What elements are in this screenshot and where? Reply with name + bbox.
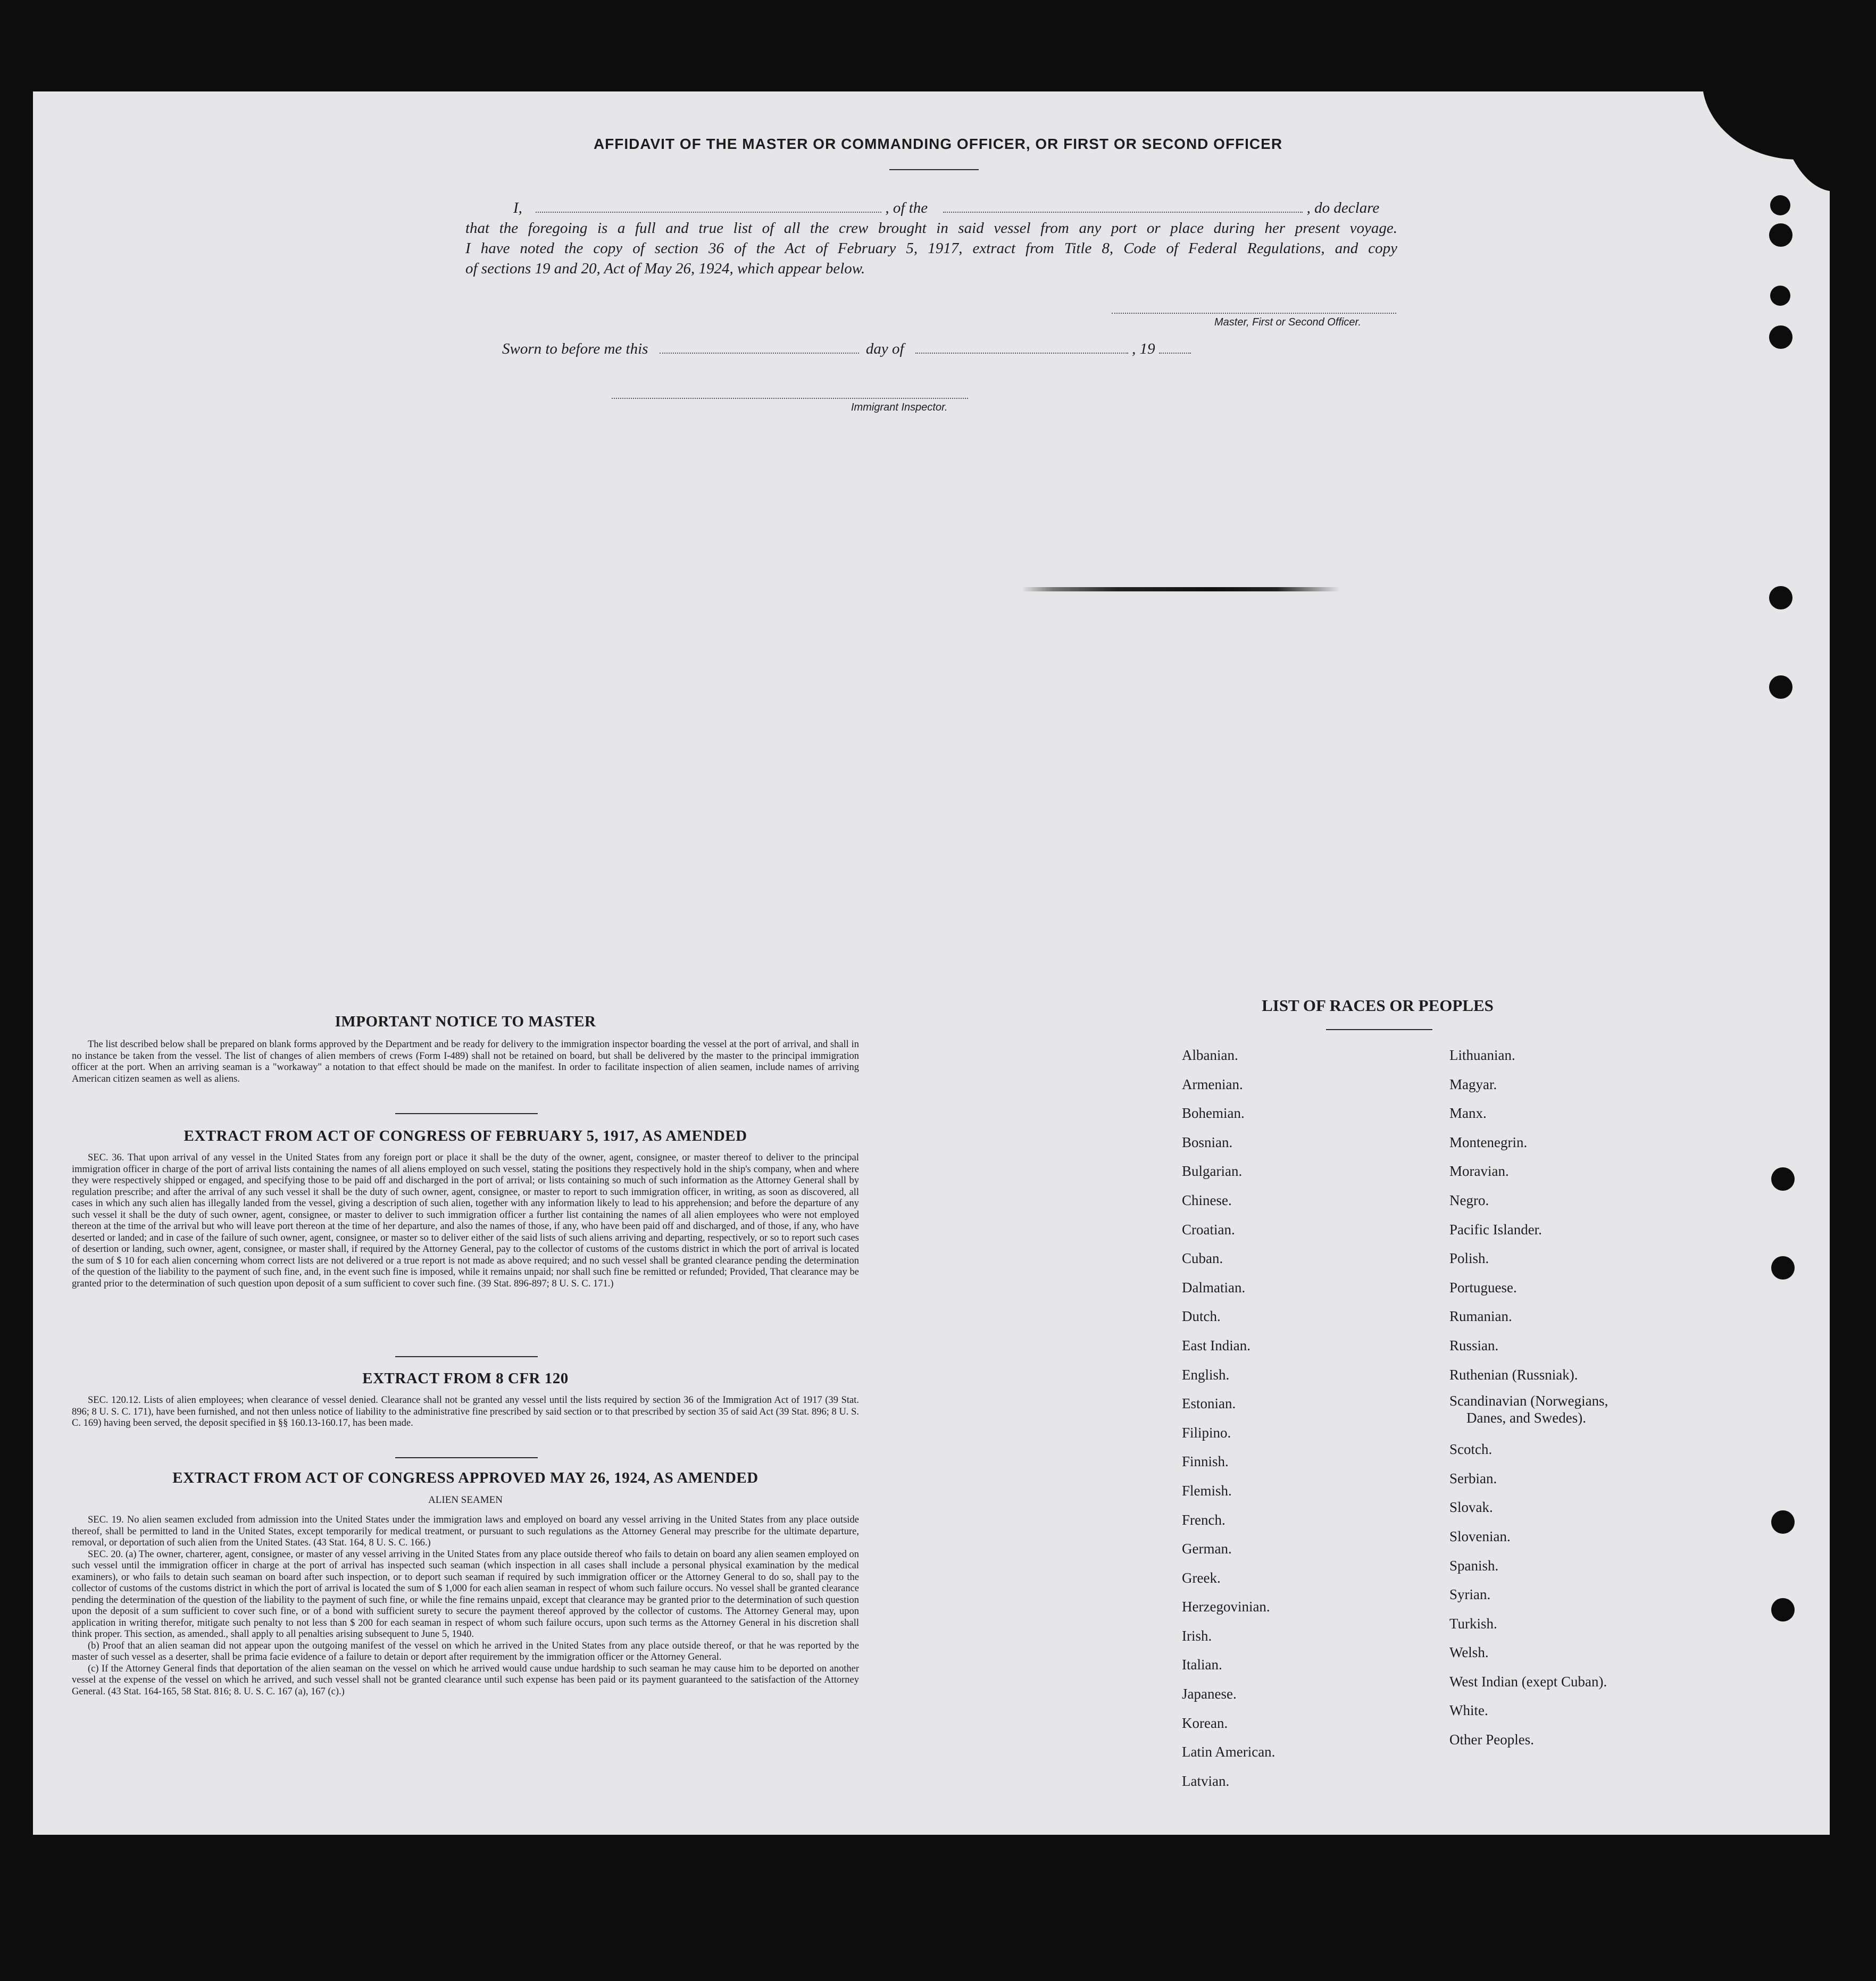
races-title: LIST OF RACES OR PEOPLES bbox=[1262, 996, 1494, 1015]
section-rule bbox=[395, 1356, 538, 1357]
race-item: Irish. bbox=[1182, 1627, 1212, 1644]
month-field[interactable] bbox=[915, 342, 1128, 354]
race-item: Turkish. bbox=[1449, 1615, 1497, 1632]
race-item: Ruthenian (Russniak). bbox=[1449, 1366, 1578, 1383]
sec-20c-paragraph: (c) If the Attorney General finds that deportation of the alien seaman on the vessel on which he arrived would cause undue hardship to such seaman he may cause him to be deported on another vessel at the expense of the vessel on which he arrived, and such vessel shall not be granted clearance until such expense has been paid or its payment guaranteed to the satisfaction of the Attorney General. (43 Stat. 164-165, 58 Stat. 816; 8. U. S. C. 167 (a), 167 (c).) bbox=[72, 1663, 859, 1697]
sec-20b-paragraph: (b) Proof that an alien seaman did not appear upon the outgoing manifest of the vessel on which he arrived in the United States from any place outside thereof, or that he was reported by the master of such vessel as a deserter, shall be prima facie evidence of a failure to detain or deport after requirement by the immigration officer or the Attorney General. bbox=[72, 1640, 859, 1662]
race-item: Slovenian. bbox=[1449, 1528, 1511, 1544]
sec-19-paragraph: SEC. 19. No alien seamen excluded from admission into the United States under the immigration laws and employed on board any vessel arriving in the United States from any place outside thereof, shall be permitted to land in the United States, except temporarily for medical treatment, or pursuant to such regulations as the Attorney General may prescribe for the ultimate departure, removal, or deportation of such alien from the United States. (43 Stat. 164, 8 U. S. C. 166.) bbox=[72, 1515, 859, 1548]
race-item: Armenian. bbox=[1182, 1076, 1243, 1092]
race-item: Russian. bbox=[1449, 1337, 1499, 1353]
race-item: French. bbox=[1182, 1511, 1225, 1528]
race-item: Scotch. bbox=[1449, 1441, 1493, 1458]
race-item: Croatian. bbox=[1182, 1221, 1235, 1238]
race-item: Korean. bbox=[1182, 1715, 1228, 1731]
punch-hole bbox=[1769, 675, 1792, 699]
race-item: Flemish. bbox=[1182, 1482, 1232, 1499]
race-item: Dalmatian. bbox=[1182, 1279, 1246, 1295]
i-label: I, bbox=[513, 199, 522, 216]
race-item: Pacific Islander. bbox=[1449, 1221, 1542, 1238]
races-column-2 bbox=[1449, 1041, 1608, 1754]
punch-hole bbox=[1769, 223, 1792, 247]
day-field[interactable] bbox=[660, 342, 859, 354]
race-item-line: Danes, and Swedes). bbox=[1466, 1410, 1586, 1426]
races-title-rule bbox=[1326, 1029, 1432, 1030]
race-item: Serbian. bbox=[1449, 1470, 1497, 1486]
race-item: Latvian. bbox=[1182, 1773, 1230, 1789]
races-column-1 bbox=[1182, 1041, 1275, 1795]
race-item: Chinese. bbox=[1182, 1192, 1232, 1208]
ink-smudge bbox=[1021, 587, 1340, 591]
punch-hole bbox=[1771, 1598, 1795, 1621]
title-rule bbox=[889, 169, 979, 170]
race-item-line: Scandinavian (Norwegians, bbox=[1449, 1393, 1608, 1409]
punch-hole bbox=[1769, 325, 1792, 349]
race-item: Herzegovinian. bbox=[1182, 1599, 1270, 1615]
race-item: Bosnian. bbox=[1182, 1134, 1233, 1150]
race-item: Spanish. bbox=[1449, 1557, 1499, 1574]
do-declare-label: , do declare bbox=[1306, 199, 1380, 216]
sworn-line bbox=[502, 340, 1191, 358]
year-field[interactable] bbox=[1159, 342, 1191, 354]
extract-1917-title: EXTRACT FROM ACT OF CONGRESS OF FEBRUARY 5, 1917, AS AMENDED bbox=[184, 1127, 747, 1144]
affidavit-line-3: I have noted the copy of section 36 of the Act of February 5, 1917, extract from Title 8, Code of Federal Regulations, and copy bbox=[465, 240, 1397, 257]
race-item: Finnish. bbox=[1182, 1453, 1229, 1470]
inspector-signature-label: Immigrant Inspector. bbox=[851, 402, 948, 413]
punch-hole bbox=[1771, 1510, 1795, 1534]
section-rule bbox=[395, 1113, 538, 1114]
race-item: Lithuanian. bbox=[1449, 1047, 1515, 1063]
extract-cfr-paragraph: SEC. 120.12. Lists of alien employees; when clearance of vessel denied. Clearance shall not be granted any vessel until the lists required by section 36 of the Immigration Act of 1917 (39 Stat. 896; 8 U. S. C. 171), have been furnished, and not then unless notice of liability to the administrative fine prescribed by said section or to that prescribed by section 35 of said Act (39 Stat. 896; 8 U. S. C. 169) having been served, the deposit specified in §§ 160.13-160.17, has been made. bbox=[72, 1395, 859, 1428]
of-the-label: , of the bbox=[885, 199, 928, 216]
extract-cfr-body bbox=[72, 1395, 859, 1430]
race-item: Italian. bbox=[1182, 1657, 1222, 1673]
race-item: Latin American. bbox=[1182, 1744, 1275, 1760]
race-item: Estonian. bbox=[1182, 1395, 1236, 1412]
extract-cfr-title: EXTRACT FROM 8 CFR 120 bbox=[362, 1370, 569, 1387]
race-item: Montenegrin. bbox=[1449, 1134, 1528, 1150]
punch-hole bbox=[1770, 286, 1790, 306]
race-item: Moravian. bbox=[1449, 1163, 1509, 1180]
punch-hole bbox=[1769, 586, 1792, 609]
race-item: Bulgarian. bbox=[1182, 1163, 1243, 1180]
race-item: Manx. bbox=[1449, 1105, 1487, 1122]
race-item: Welsh. bbox=[1449, 1644, 1489, 1661]
race-item: White. bbox=[1449, 1702, 1488, 1719]
master-signature-line[interactable] bbox=[1112, 302, 1396, 314]
affidavit-line-2: that the foregoing is a full and true list of all the crew brought in said vessel from any port or place during her present voyage. bbox=[465, 220, 1397, 237]
race-item: East Indian. bbox=[1182, 1337, 1250, 1353]
punch-hole bbox=[1770, 195, 1790, 215]
extract-1917-paragraph: SEC. 36. That upon arrival of any vessel in the United States from any foreign port or place it shall be the duty of the owner, agent, consignee, or master thereof to deliver to the principal immigration officer in charge of the port of arrival lists containing the names of all aliens employed on such vessel, stating the positions they respectively hold in the ship's company, when and where they were respectively shipped or engaged, and specifying those to be paid off and discharged in the port of arrival; or lists containing so much of such information as the Attorney General shall by regulation prescribe; and after the arrival of any such vessel it shall be the duty of such owner, agent, consignee, or master to report to such immigration officer, in writing, as soon as discovered, all cases in which any such alien has illegally landed from the vessel, giving a description of such alien, together with any information likely to lead to his apprehension; and before the departure of any such vessel it shall be the duty of such owner, agent, consignee, or master to deliver to such immigration officer a further list containing the names of all alien employees who were not employed thereon at the time of the arrival but who will leave port thereon at the time of her departure, and also the names of those, if any, who have been paid off and discharged, and of those, if any, who have deserted or landed; and in case of the failure of such owner, agent, consignee, or master so to deliver either of the said lists of such aliens arriving and departing, respectively, or so to report such cases of desertion or landing, such owner, agent, consignee, or master shall, if required by the Attorney General, pay to the collector of customs of the customs district in which the port of arrival is located the sum of $ 10 for each alien concerning whom correct lists are not delivered or a true report is not made as above required; and no such vessel shall be granted clearance pending the determination of the question of the liability to the payment of such fine, and, in the event such fine is imposed, while it remains unpaid; nor shall such fine be remitted or refunded; Provided, That clearance may be granted prior to the determination of such question upon deposit of a sum sufficient to cover such fine. (39 Stat. 896-897; 8 U. S. C. 171.) bbox=[72, 1152, 859, 1289]
extract-1917-body bbox=[72, 1152, 859, 1290]
race-item: Greek. bbox=[1182, 1569, 1221, 1586]
sec-20a-paragraph: SEC. 20. (a) The owner, charterer, agent, consignee, or master of any vessel arriving in the United States from any place outside thereof who fails to detain on board any alien seamen employed on such vessel until the immigration officer in charge at the port of arrival has inspected such seaman (which inspection in all cases shall include a personal physical examination by the medical examiners), or who fails to detain such seaman on board after such inspection, or to deport such seaman if required by such immigration officer or the Attorney General to do so, shall pay to the collector of customs of the customs district in which the port of arrival is located the sum of $ 1,000 for each alien seaman in respect of whom such failure occurs. No vessel shall be granted clearance pending the determination of the question of the liability to the payment of such fine, or while the fine remains unpaid, except that clearance may be granted prior to the determination of such question upon the deposit of a sum sufficient to cover such fine, or of a bond with sufficient surety to secure the payment thereof approved by the collector of customs. The Attorney General may, upon application in writing therefor, mitigate such penalty to not less than $ 200 for each seaman in respect of whom such failure occurs, upon such terms as the Attorney General in his discretion shall think proper. This section, as amended., shall apply to all penalties arising subsequent to June 5, 1940. bbox=[72, 1549, 859, 1640]
race-item: Bohemian. bbox=[1182, 1105, 1245, 1122]
race-item: Syrian. bbox=[1449, 1586, 1491, 1603]
day-of-label: day of bbox=[865, 340, 904, 357]
sworn-label: Sworn to before me this bbox=[502, 340, 648, 357]
extract-1924-body bbox=[72, 1515, 859, 1698]
alien-seamen-subtitle: ALIEN SEAMEN bbox=[428, 1494, 503, 1506]
vessel-field[interactable] bbox=[943, 201, 1303, 213]
name-field[interactable] bbox=[536, 201, 881, 213]
punch-hole bbox=[1771, 1256, 1795, 1280]
race-item: Filipino. bbox=[1182, 1424, 1231, 1441]
race-item: Negro. bbox=[1449, 1192, 1489, 1208]
race-item: Albanian. bbox=[1182, 1047, 1238, 1063]
affidavit-line-4: of sections 19 and 20, Act of May 26, 1924, which appear below. bbox=[465, 260, 865, 277]
race-item: Magyar. bbox=[1449, 1076, 1497, 1092]
section-rule bbox=[395, 1457, 538, 1458]
affidavit-title: AFFIDAVIT OF THE MASTER OR COMMANDING OFFICER, OR FIRST OR SECOND OFFICER bbox=[593, 136, 1283, 152]
year-label: , 19 bbox=[1132, 340, 1155, 357]
race-item: Polish. bbox=[1449, 1250, 1489, 1267]
punch-hole bbox=[1771, 1167, 1795, 1191]
race-item: Rumanian. bbox=[1449, 1308, 1512, 1325]
notice-body bbox=[72, 1039, 859, 1085]
notice-title: IMPORTANT NOTICE TO MASTER bbox=[335, 1013, 596, 1030]
race-item: Portuguese. bbox=[1449, 1279, 1517, 1295]
race-item: Japanese. bbox=[1182, 1686, 1237, 1702]
inspector-signature-line[interactable] bbox=[612, 387, 968, 399]
notice-paragraph: The list described below shall be prepared on blank forms approved by the Department and be ready for delivery to the immigration inspector boarding the vessel at the port of arrival, and shall in no instance be taken from the vessel. The list of changes of alien members of crews (Form I-489) shall not be retained on board, but shall be delivered by the master to the principal immigration officer at the port. When an arriving seaman is a "workaway" a notation to that effect should be made on the manifest. In order to facilitate inspection of alien seamen, include names of arriving American citizen seamen as well as aliens. bbox=[72, 1039, 859, 1084]
race-item: English. bbox=[1182, 1366, 1230, 1383]
race-item: Dutch. bbox=[1182, 1308, 1221, 1325]
affidavit-line-1 bbox=[465, 198, 1397, 218]
extract-1924-title: EXTRACT FROM ACT OF CONGRESS APPROVED MAY 26, 1924, AS AMENDED bbox=[172, 1469, 758, 1486]
master-signature-label: Master, First or Second Officer. bbox=[1214, 316, 1362, 328]
race-item: Other Peoples. bbox=[1449, 1732, 1534, 1748]
race-item: Slovak. bbox=[1449, 1499, 1493, 1516]
race-item: West Indian (exept Cuban). bbox=[1449, 1673, 1607, 1690]
race-item bbox=[1449, 1389, 1608, 1435]
race-item: German. bbox=[1182, 1541, 1232, 1557]
race-item: Cuban. bbox=[1182, 1250, 1223, 1267]
